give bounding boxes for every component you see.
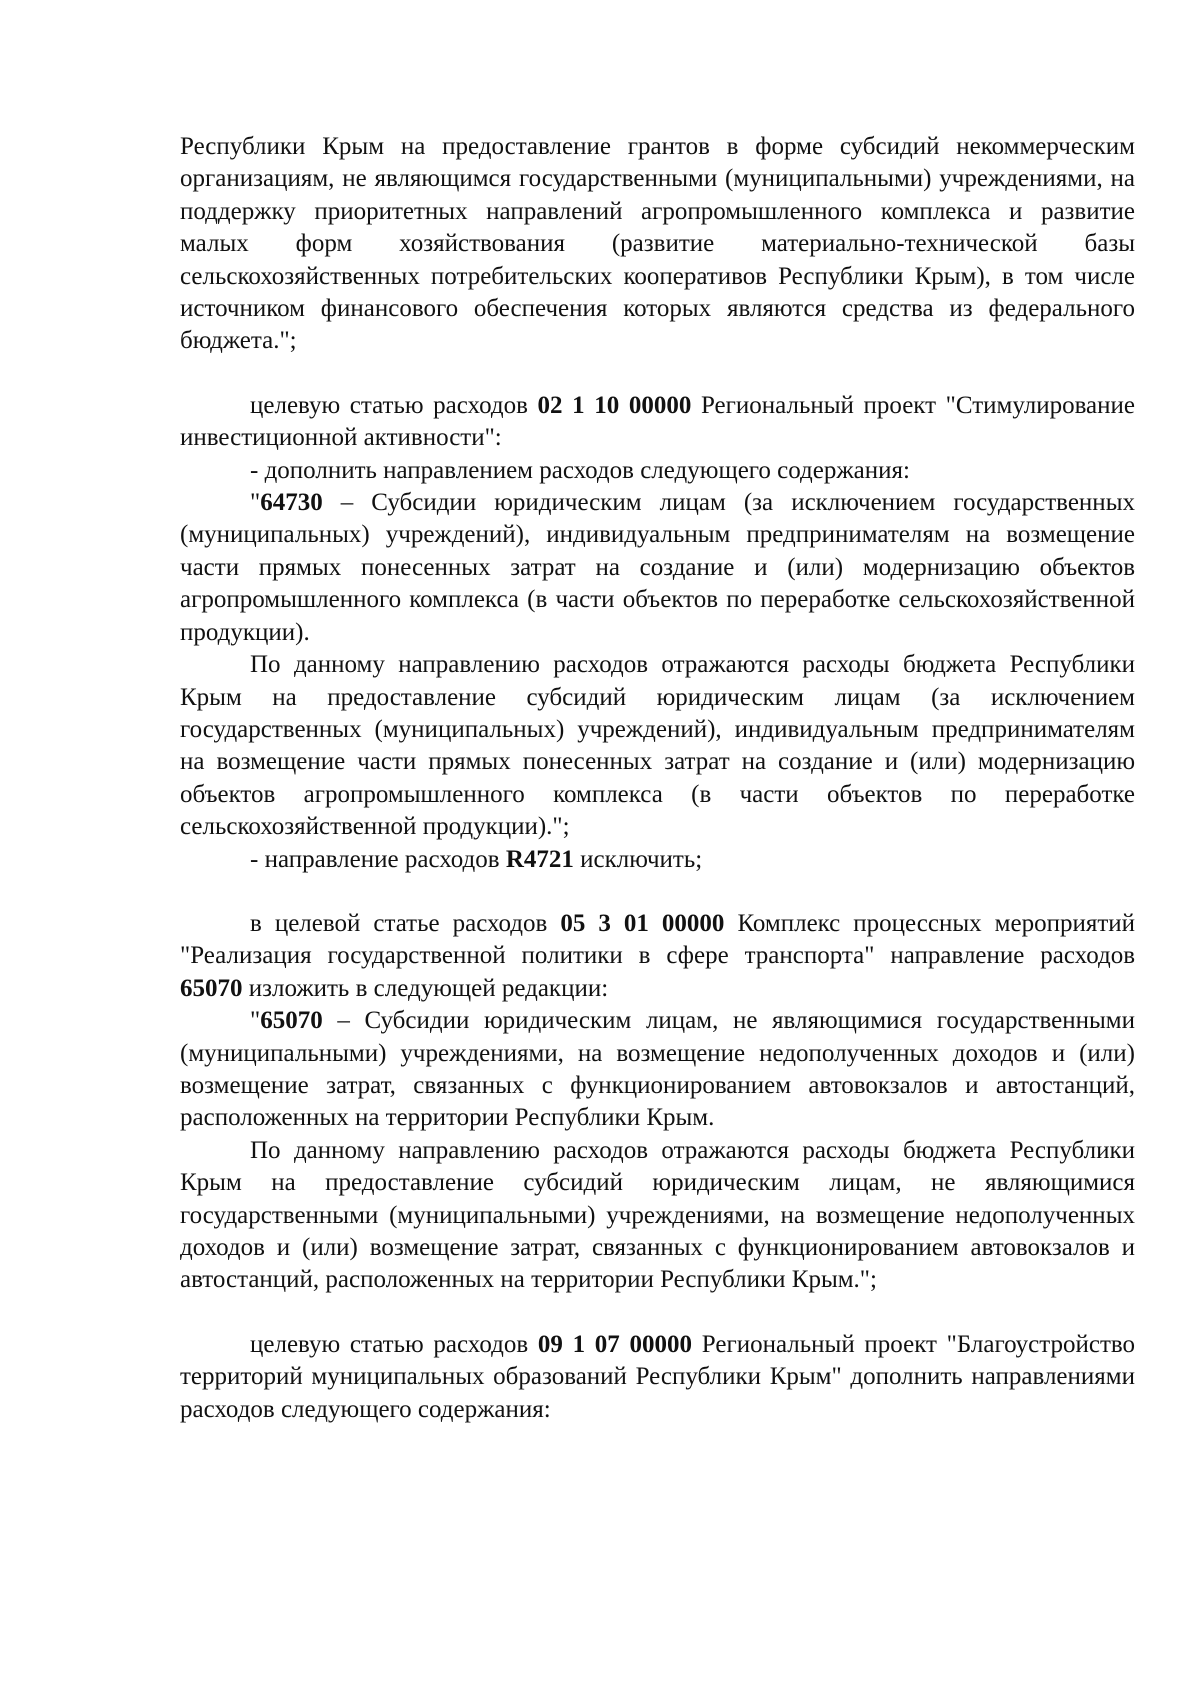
expense-code: 65070 — [260, 1007, 323, 1035]
paragraph-target-article-09-1-07 — [180, 1329, 1135, 1426]
quote-mark: " — [250, 1007, 261, 1035]
paragraph-text: исключить; — [573, 845, 703, 873]
paragraph-direction-65070-description — [180, 1135, 1135, 1297]
paragraph-text: Региональный проект "Благоустройство территорий муниципальных образований Республики Крым" дополнить направлениями расходов следующего содержания: — [180, 1330, 1136, 1423]
expense-code: 65070 — [180, 974, 243, 1002]
paragraph-text: изложить в следующей редакции: — [242, 974, 609, 1002]
paragraph-text: Региональный проект "Стимулирование инвестиционной активности": — [180, 391, 1136, 452]
paragraph-text: Республики Крым на предоставление грантов в форме субсидий некоммерческим организациям, не являющимся государственными (муниципальными) учреждениями, на поддержку приоритетных направлений агропромышленного комплекса и развитие малых форм хозяйствования (развитие материально-технической базы сельскохозяйственных потребительских кооперативов Республики Крым), в том числе источником финансового обеспечения которых являются средства из федерального бюджета."; — [180, 133, 1135, 355]
paragraph-text: – Субсидии юридическим лицам, не являющимися государственными (муниципальными) учреждениями, на возмещение недополученных доходов и (или) возмещение затрат, связанных с функционированием автовокзалов и автостанций, расположенных на территории Республики Крым. — [180, 1007, 1135, 1132]
paragraph-text: По данному направлению расходов отражаются расходы бюджета Республики Крым на предоставление субсидий юридическим лицам, не являющимися государственными (муниципальными) учреждениями, на возмещение недополученных доходов и (или) возмещение затрат, связанных с функционированием автовокзалов и автостанций, расположенных на территории Республики Крым."; — [180, 1136, 1135, 1294]
paragraph-text: По данному направлению расходов отражаются расходы бюджета Республики Крым на предоставление субсидий юридическим лицам (за исключением государственных (муниципальных) учреждений), индивидуальным предпринимателям на возмещение части прямых понесенных затрат на создание и (или) модернизацию объектов агропромышленного комплекса (в части объектов по переработке сельскохозяйственной продукции)."; — [180, 651, 1135, 841]
paragraph-text: - дополнить направлением расходов следующего содержания: — [250, 456, 910, 484]
paragraph-target-article-05-3-01 — [180, 908, 1135, 1005]
expense-code: 09 1 07 00000 — [537, 1330, 693, 1358]
paragraph-text: целевую статью расходов — [250, 391, 538, 419]
paragraph-text: – Субсидии юридическим лицам (за исключением государственных (муниципальных) учреждений), индивидуальным предпринимателям на возмещение части прямых понесенных затрат на создание и (или) модернизацию объектов агропромышленного комплекса (в части объектов по переработке сельскохозяйственной продукции). — [180, 489, 1135, 646]
paragraph-exclude-r4721 — [180, 844, 1135, 876]
paragraph-direction-65070 — [180, 1005, 1135, 1135]
expense-code: 02 1 10 00000 — [537, 391, 692, 419]
paragraph-direction-64730 — [180, 487, 1135, 649]
expense-code: 05 3 01 00000 — [560, 909, 725, 937]
expense-code: R4721 — [505, 845, 574, 873]
paragraph-text: целевую статью расходов — [250, 1330, 538, 1358]
paragraph-target-article-02-1-10 — [180, 390, 1135, 455]
quote-mark: " — [250, 489, 261, 517]
paragraph-text: - направление расходов — [250, 845, 506, 873]
paragraph-grants-continuation — [180, 131, 1135, 358]
paragraph-text: в целевой статье расходов — [250, 909, 561, 937]
paragraph-direction-64730-description — [180, 649, 1135, 843]
expense-code: 64730 — [260, 489, 323, 517]
document-body — [180, 131, 1135, 1426]
paragraph-text: Комплекс процессных мероприятий "Реализация государственной политики в сфере транспорта" направление расходов — [180, 909, 1136, 970]
paragraph-add-direction — [180, 455, 1135, 487]
